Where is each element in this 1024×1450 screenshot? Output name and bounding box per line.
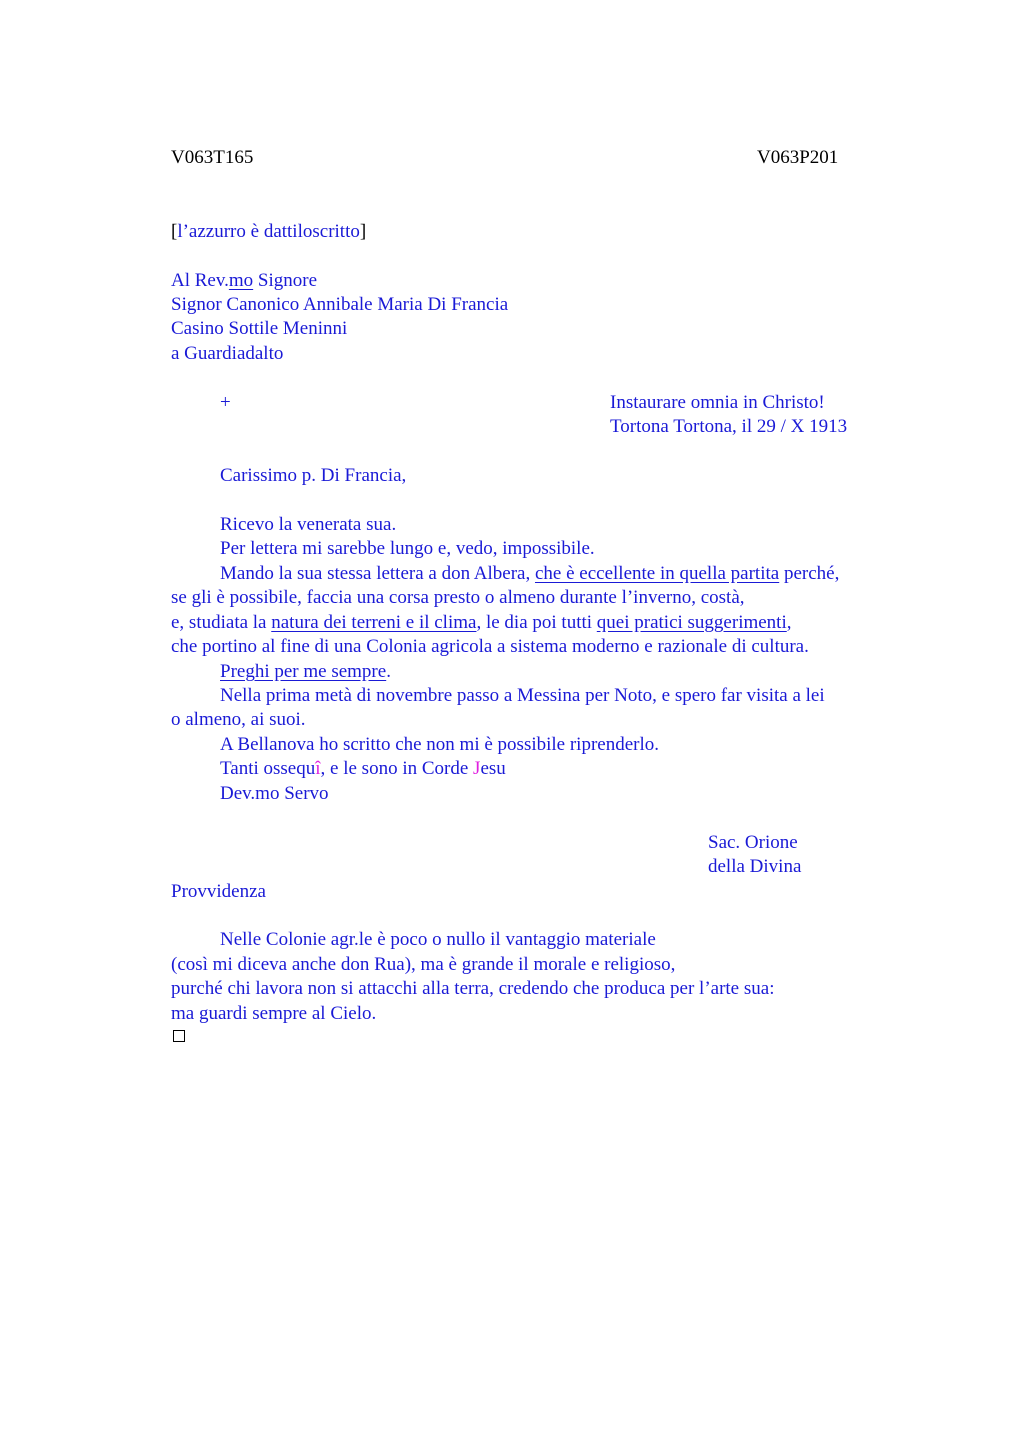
postscript-line-4: ma guardi sempre al Cielo. [171, 1003, 377, 1024]
motto: Instaurare omnia in Christo! [610, 392, 825, 413]
body-line-5-a: e, studiata la [171, 612, 272, 633]
address-line-3: Casino Sottile Meninni [171, 318, 348, 339]
cross-symbol: + [220, 392, 231, 413]
body-line-3-b: perché, [779, 563, 840, 584]
body-line-3-a: Mando la sua stessa lettera a don Albera, [220, 563, 535, 584]
body-line-4: se gli è possibile, faccia una corsa presto o almeno durante l’inverno, costà, [171, 587, 745, 608]
editorial-note [171, 220, 366, 244]
end-square-icon [173, 1030, 185, 1042]
body-line-12: Dev.mo Servo [220, 783, 329, 804]
body-line-8: Nella prima metà di novembre passo a Messina per Noto, e spero far visita a lei [220, 685, 825, 706]
body-line-6: che portino al fine di una Colonia agricola a sistema moderno e razionale di cultura. [171, 636, 809, 657]
body-line-11 [220, 757, 506, 781]
signature-line-2: della Divina [708, 856, 802, 877]
body-line-11-b: , e le sono in Corde [320, 758, 474, 779]
body-line-5-underlined-2: quei pratici suggerimenti [596, 612, 787, 633]
body-line-1: Ricevo la venerata sua. [220, 514, 397, 535]
postscript-line-3: purché chi lavora non si attacchi alla terra, credendo che produca per l’arte sua: [171, 978, 775, 999]
address-line-1-mo: mo [228, 270, 254, 291]
body-line-7-b: . [386, 661, 391, 682]
address-line-1 [171, 269, 317, 293]
postscript-line-2: (così mi diceva anche don Rua), ma è grande il morale e religioso, [171, 954, 676, 975]
note-text: l’azzurro è dattiloscritto [177, 221, 360, 242]
address-line-1-a: Al Rev. [171, 270, 229, 291]
body-line-2: Per lettera mi sarebbe lungo e, vedo, impossibile. [220, 538, 595, 559]
signature-line-3: Provvidenza [171, 881, 266, 902]
address-line-4: a Guardiadalto [171, 343, 284, 364]
body-line-5-underlined-1: natura dei terreni e il clima [271, 612, 477, 633]
body-line-11-c: esu [480, 758, 506, 779]
body-line-9: o almeno, ai suoi. [171, 709, 306, 730]
body-line-11-a: Tanti ossequ [220, 758, 316, 779]
body-line-7-underlined: Preghi per me sempre [220, 661, 387, 682]
body-line-11-magenta-1: î [315, 758, 321, 779]
note-close-bracket: ] [359, 221, 367, 242]
body-line-10: A Bellanova ho scritto che non mi è possibile riprenderlo. [220, 734, 660, 755]
body-line-5-b: , le dia poi tutti [476, 612, 597, 633]
document-code-right: V063P201 [757, 147, 839, 168]
postscript-line-1: Nelle Colonie agr.le è poco o nullo il vantaggio materiale [220, 929, 656, 950]
salutation: Carissimo p. Di Francia, [220, 465, 407, 486]
body-line-3 [220, 562, 839, 586]
body-line-3-underlined: che è eccellente in quella partita [534, 563, 780, 584]
place-date: Tortona Tortona, il 29 / X 1913 [610, 416, 848, 437]
body-line-5-c: , [786, 612, 792, 633]
body-line-5 [171, 611, 792, 635]
body-line-7 [220, 660, 391, 684]
document-code-left: V063T165 [171, 147, 254, 168]
signature-line-1: Sac. Orione [708, 832, 798, 853]
address-line-1-b: Signore [253, 270, 318, 291]
note-open-bracket: [ [171, 221, 178, 242]
address-line-2: Signor Canonico Annibale Maria Di Francia [171, 294, 509, 315]
body-line-11-magenta-2: J [473, 758, 481, 779]
